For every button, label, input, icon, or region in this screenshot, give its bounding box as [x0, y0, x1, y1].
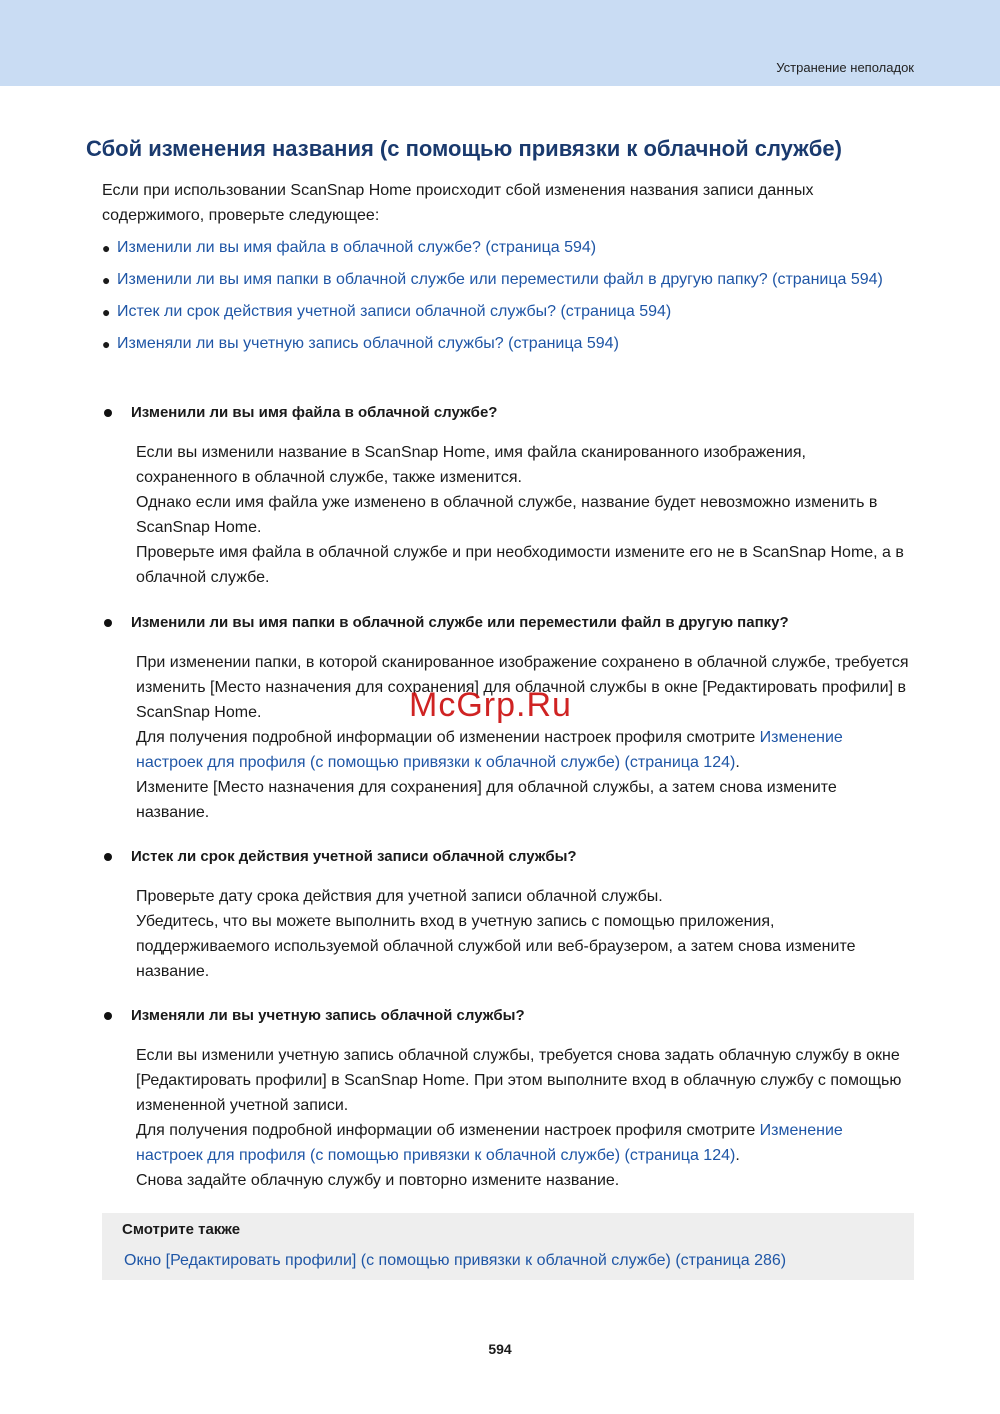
- section-body-account-expired: [136, 884, 911, 984]
- bullet-icon: [104, 853, 112, 861]
- paragraph: Снова задайте облачную службу и повторно измените название.: [136, 1172, 620, 1189]
- paragraph: [136, 725, 911, 775]
- toc-list: [102, 236, 902, 364]
- bullet-icon: ●: [102, 336, 111, 352]
- paragraph: Проверьте имя файла в облачной службе и при необходимости измените его не в ScanSnap Home, а в облачной службе.: [136, 544, 904, 586]
- section-heading-account-changed: [104, 1007, 525, 1024]
- paragraph: Проверьте дату срока действия для учетной записи облачной службы.: [136, 888, 663, 905]
- paragraph: [136, 1118, 911, 1168]
- page-number: 594: [488, 1341, 512, 1357]
- see-also-link[interactable]: Окно [Редактировать профили] (с помощью привязки к облачной службе) (страница 286): [124, 1252, 787, 1269]
- section-heading-text: Изменили ли вы имя папки в облачной службе или переместили файл в другую папку?: [131, 614, 789, 631]
- paragraph: Если вы изменили учетную запись облачной службы, требуется снова задать облачную службу в окне [Редактировать профили] в ScanSnap Home. При этом выполните вход в облачную службу с помощью измененной учетной записи.: [136, 1047, 902, 1114]
- section-label: Устранение неполадок: [776, 60, 914, 75]
- paragraph: Измените [Место назначения для сохранения] для облачной службы, а затем снова измените название.: [136, 779, 837, 821]
- paragraph-end: .: [735, 1147, 740, 1164]
- paragraph: При изменении папки, в которой сканированное изображение сохранено в облачной службе, требуется изменить [Место назначения для сохранения] для облачной службы в окне [Редактировать профили] в ScanSnap Home.: [136, 654, 909, 721]
- bullet-icon: ●: [102, 272, 111, 288]
- paragraph-end: .: [735, 754, 740, 771]
- paragraph: Убедитесь, что вы можете выполнить вход в учетную запись с помощью приложения, поддерживаемого используемой облачной службой или веб-браузером, а затем снова измените название.: [136, 913, 856, 980]
- page-header-band: [0, 0, 1000, 86]
- toc-link-file-name[interactable]: Изменили ли вы имя файла в облачной службе? (страница 594): [117, 239, 597, 256]
- toc-item: [102, 268, 902, 292]
- section-body-file-name: [136, 440, 911, 590]
- bullet-icon: [104, 619, 112, 627]
- toc-item: [102, 300, 902, 324]
- toc-item: [102, 236, 902, 260]
- bullet-icon: [104, 409, 112, 417]
- toc-link-account-changed[interactable]: Изменяли ли вы учетную запись облачной службы? (страница 594): [117, 335, 619, 352]
- see-also-box: [102, 1213, 914, 1280]
- section-heading-folder-name: [104, 614, 789, 631]
- toc-link-account-expired[interactable]: Истек ли срок действия учетной записи облачной службы? (страница 594): [117, 303, 672, 320]
- bullet-icon: [104, 1012, 112, 1020]
- bullet-icon: ●: [102, 304, 111, 320]
- intro-paragraph: Если при использовании ScanSnap Home происходит сбой изменения названия записи данных содержимого, проверьте следующее:: [102, 182, 814, 224]
- section-heading-text: Истек ли срок действия учетной записи облачной службы?: [131, 848, 577, 865]
- see-also-title: Смотрите также: [122, 1221, 241, 1238]
- watermark: McGrp.Ru: [409, 686, 572, 724]
- section-heading-text: Изменяли ли вы учетную запись облачной службы?: [131, 1007, 525, 1024]
- section-heading-file-name: [104, 404, 497, 421]
- toc-item: [102, 332, 902, 356]
- paragraph: Если вы изменили название в ScanSnap Home, имя файла сканированного изображения, сохраненного в облачной службе, также изменится.: [136, 444, 806, 486]
- profile-settings-link[interactable]: Изменение настроек для профиля (с помощью привязки к облачной службе) (страница 124): [136, 729, 843, 771]
- section-body-account-changed: [136, 1043, 911, 1193]
- page-title: Сбой изменения названия (с помощью привязки к облачной службе): [86, 136, 842, 161]
- bullet-icon: ●: [102, 240, 111, 256]
- section-heading-account-expired: [104, 848, 577, 865]
- profile-settings-link[interactable]: Изменение настроек для профиля (с помощью привязки к облачной службе) (страница 124): [136, 1122, 843, 1164]
- paragraph-text: Для получения подробной информации об изменении настроек профиля смотрите: [136, 1122, 760, 1139]
- paragraph: Однако если имя файла уже изменено в облачной службе, название будет невозможно изменить в ScanSnap Home.: [136, 494, 878, 536]
- paragraph-text: Для получения подробной информации об изменении настроек профиля смотрите: [136, 729, 760, 746]
- section-body-folder-name: [136, 650, 911, 825]
- toc-link-folder-name[interactable]: Изменили ли вы имя папки в облачной службе или переместили файл в другую папку? (страница 594): [117, 271, 883, 288]
- section-heading-text: Изменили ли вы имя файла в облачной службе?: [131, 404, 498, 421]
